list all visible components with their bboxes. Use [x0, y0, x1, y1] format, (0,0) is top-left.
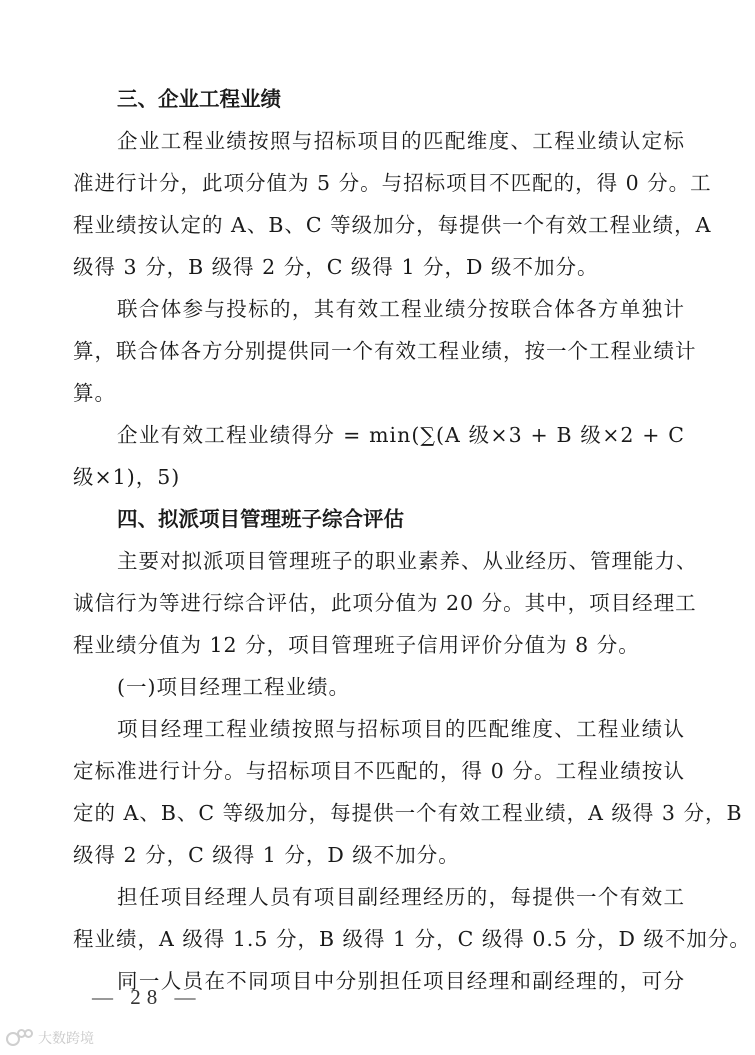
paragraph-line: 定的 A、B、C 等级加分，每提供一个有效工程业绩，A 级得 3 分，B: [73, 801, 743, 825]
paragraph-line: 同一人员在不同项目中分别担任项目经理和副经理的，可分: [117, 969, 685, 993]
section-heading-3: 三、企业工程业绩: [117, 87, 281, 111]
paragraph-line: 程业绩按认定的 A、B、C 等级加分，每提供一个有效工程业绩，A: [73, 213, 712, 237]
paragraph-line: 主要对拟派项目管理班子的职业素养、从业经历、管理能力、: [117, 549, 698, 573]
paragraph-line: 准进行计分，此项分值为 5 分。与招标项目不匹配的，得 0 分。工: [73, 171, 712, 195]
paragraph-line: 担任项目经理人员有项目副经理经历的，每提供一个有效工: [117, 885, 685, 909]
paragraph-line: 算。: [73, 381, 116, 405]
paragraph-line: 程业绩分值为 12 分，项目管理班子信用评价分值为 8 分。: [73, 633, 640, 657]
watermark: [6, 1028, 94, 1048]
paragraph-line: 级得 2 分，C 级得 1 分，D 级不加分。: [73, 843, 460, 867]
paragraph-line: 级得 3 分，B 级得 2 分，C 级得 1 分，D 级不加分。: [73, 255, 599, 279]
paragraph-line: 项目经理工程业绩按照与招标项目的匹配维度、工程业绩认: [117, 717, 685, 741]
paragraph-line: 算，联合体各方分别提供同一个有效工程业绩，按一个工程业绩计: [73, 339, 697, 363]
section-heading-4: 四、拟派项目管理班子综合评估: [117, 507, 404, 531]
page-number: — 28 —: [92, 985, 202, 1009]
subsection-heading: (一)项目经理工程业绩。: [117, 675, 350, 699]
watermark-text: 大数跨境: [38, 1031, 94, 1047]
paragraph-line: 诚信行为等进行综合评估，此项分值为 20 分。其中，项目经理工: [73, 591, 697, 615]
formula-line: 级×1)，5): [73, 465, 181, 489]
formula-line: 企业有效工程业绩得分 = min(∑(A 级×3 + B 级×2 + C: [117, 423, 685, 447]
watermark-logo-icon: [6, 1029, 34, 1047]
paragraph-line: 联合体参与投标的，其有效工程业绩分按联合体各方单独计: [117, 297, 685, 321]
paragraph-line: 定标准进行计分。与招标项目不匹配的，得 0 分。工程业绩按认: [73, 759, 685, 783]
paragraph-line: 企业工程业绩按照与招标项目的匹配维度、工程业绩认定标: [117, 129, 685, 153]
paragraph-line: 程业绩，A 级得 1.5 分，B 级得 1 分，C 级得 0.5 分，D 级不加分。: [73, 927, 751, 951]
